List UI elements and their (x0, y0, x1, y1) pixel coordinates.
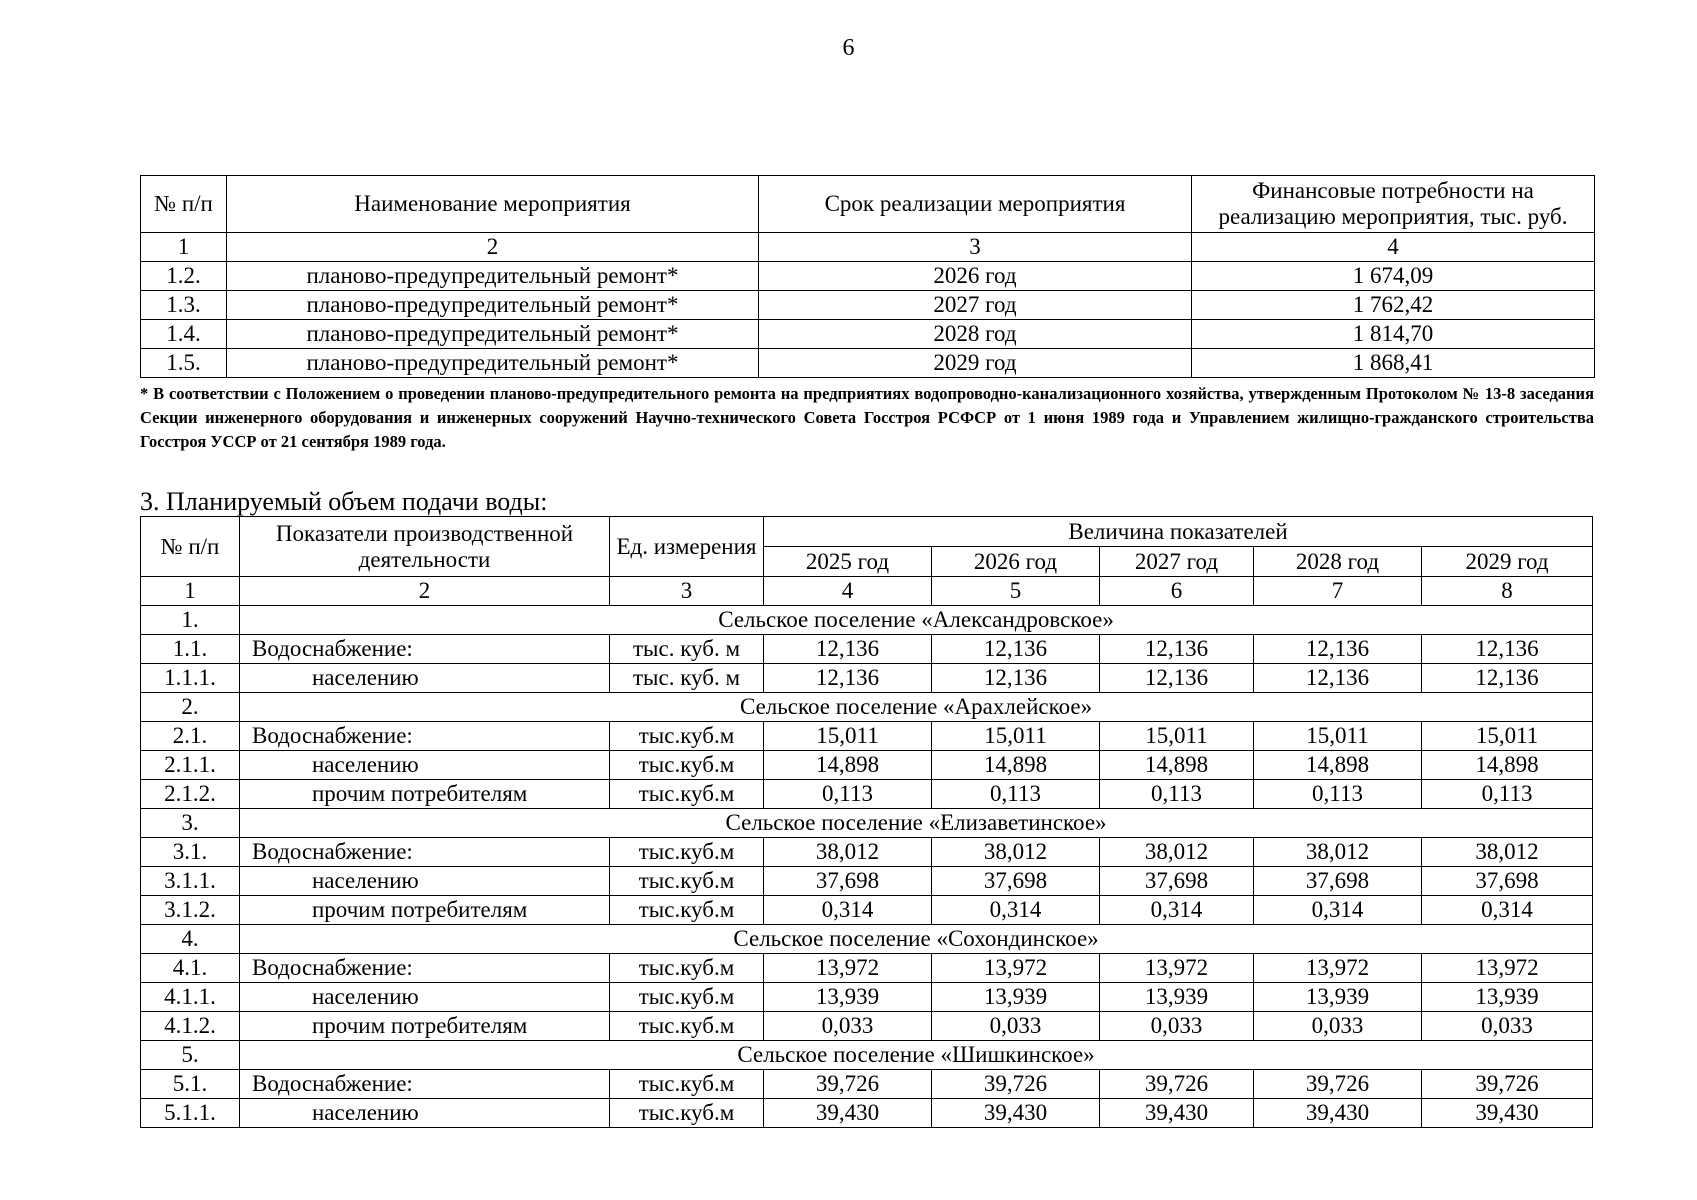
row-number: 4.1.2. (141, 1012, 240, 1041)
indicator-name: Водоснабжение: (240, 722, 610, 751)
table2-colnum: 3 (610, 577, 764, 606)
table1-header-row (141, 176, 1595, 233)
settlement-name: Сельское поселение «Александровское» (240, 606, 1593, 635)
activity-name: планово-предупредительный ремонт* (227, 349, 759, 378)
indicator-value: 12,136 (1100, 664, 1254, 693)
table-row (141, 1099, 1593, 1128)
table2-header-unit: Ед. измерения (610, 517, 764, 577)
activity-name: планово-предупредительный ремонт* (227, 262, 759, 291)
indicator-value: 0,314 (1422, 896, 1593, 925)
indicator-value: 38,012 (1100, 838, 1254, 867)
indicator-value: 0,033 (932, 1012, 1100, 1041)
row-number: 2. (141, 693, 240, 722)
indicator-value: 39,430 (932, 1099, 1100, 1128)
indicator-name: населению (240, 983, 610, 1012)
table-row (141, 1012, 1593, 1041)
indicator-value: 14,898 (1254, 751, 1422, 780)
table-row (141, 722, 1593, 751)
indicator-value: 13,972 (1254, 954, 1422, 983)
indicator-name: прочим потребителям (240, 896, 610, 925)
row-number: 5. (141, 1041, 240, 1070)
indicator-value: 13,939 (1254, 983, 1422, 1012)
indicator-value: 38,012 (764, 838, 932, 867)
table1-colnum-row (141, 233, 1595, 262)
row-number: 3.1.1. (141, 867, 240, 896)
table1-header-term: Срок реализации мероприятия (759, 176, 1192, 233)
unit-of-measure: тыс.куб.м (610, 896, 764, 925)
indicator-value: 37,698 (1422, 867, 1593, 896)
indicator-value: 13,939 (1422, 983, 1593, 1012)
indicator-value: 13,939 (764, 983, 932, 1012)
indicator-value: 39,726 (932, 1070, 1100, 1099)
indicator-value: 0,033 (764, 1012, 932, 1041)
indicator-value: 13,972 (764, 954, 932, 983)
indicator-value: 12,136 (764, 635, 932, 664)
table2-colnum-row (141, 577, 1593, 606)
row-number: 1.5. (141, 349, 227, 378)
indicator-value: 12,136 (1100, 635, 1254, 664)
indicator-value: 0,314 (1254, 896, 1422, 925)
indicator-value: 12,136 (1254, 635, 1422, 664)
table2-colnum: 4 (764, 577, 932, 606)
indicator-value: 0,033 (1100, 1012, 1254, 1041)
table-row (141, 291, 1595, 320)
indicator-value: 37,698 (1100, 867, 1254, 896)
table2-year: 2027 год (1100, 547, 1254, 577)
unit-of-measure: тыс.куб.м (610, 751, 764, 780)
indicator-value: 39,726 (1100, 1070, 1254, 1099)
row-number: 1. (141, 606, 240, 635)
indicator-value: 14,898 (932, 751, 1100, 780)
section-row (141, 1041, 1593, 1070)
row-number: 3.1.2. (141, 896, 240, 925)
indicator-value: 0,314 (764, 896, 932, 925)
row-number: 5.1.1. (141, 1099, 240, 1128)
indicator-value: 37,698 (764, 867, 932, 896)
table-row (141, 320, 1595, 349)
footnote: * В соответствии с Положением о проведении планово-предупредительного ремонта на предприятиях водопроводно-канализационного хозяйства, утвержденным Протоколом № 13-8 заседания Секции инженерного оборудования и инженерных сооружений Научно-технического Совета Госстроя РСФСР от 1 июня 1989 года и Управлением жилищно-гражданского строительства Госстроя УССР от 21 сентября 1989 года. (140, 384, 1594, 451)
table2-colnum: 5 (932, 577, 1100, 606)
row-number: 1.1. (141, 635, 240, 664)
table1-colnum: 2 (227, 233, 759, 262)
unit-of-measure: тыс.куб.м (610, 1012, 764, 1041)
unit-of-measure: тыс.куб.м (610, 838, 764, 867)
indicator-value: 13,939 (932, 983, 1100, 1012)
section-row (141, 606, 1593, 635)
table2-header-num: № п/п (141, 517, 240, 577)
indicator-value: 0,314 (1100, 896, 1254, 925)
section-row (141, 693, 1593, 722)
table2-colnum: 6 (1100, 577, 1254, 606)
table2-colnum: 7 (1254, 577, 1422, 606)
table-row (141, 983, 1593, 1012)
row-number: 2.1.2. (141, 780, 240, 809)
activity-term: 2027 год (759, 291, 1192, 320)
indicator-value: 12,136 (1254, 664, 1422, 693)
activity-term: 2029 год (759, 349, 1192, 378)
table1-header-name: Наименование мероприятия (227, 176, 759, 233)
row-number: 4. (141, 925, 240, 954)
table-row (141, 867, 1593, 896)
indicator-name: прочим потребителям (240, 780, 610, 809)
indicator-value: 13,972 (932, 954, 1100, 983)
indicator-value: 14,898 (1422, 751, 1593, 780)
indicator-value: 14,898 (1100, 751, 1254, 780)
indicator-value: 0,033 (1422, 1012, 1593, 1041)
unit-of-measure: тыс. куб. м (610, 635, 764, 664)
indicator-value: 15,011 (1254, 722, 1422, 751)
indicator-value: 12,136 (932, 635, 1100, 664)
indicator-value: 0,113 (1422, 780, 1593, 809)
unit-of-measure: тыс.куб.м (610, 954, 764, 983)
table2-header-row (141, 517, 1593, 547)
indicator-value: 15,011 (1422, 722, 1593, 751)
indicator-value: 12,136 (764, 664, 932, 693)
unit-of-measure: тыс.куб.м (610, 983, 764, 1012)
indicator-value: 15,011 (932, 722, 1100, 751)
unit-of-measure: тыс.куб.м (610, 1070, 764, 1099)
settlement-name: Сельское поселение «Арахлейское» (240, 693, 1593, 722)
unit-of-measure: тыс.куб.м (610, 722, 764, 751)
indicator-name: Водоснабжение: (240, 1070, 610, 1099)
section-row (141, 809, 1593, 838)
table-row (141, 954, 1593, 983)
indicator-value: 39,726 (1422, 1070, 1593, 1099)
table-row (141, 262, 1595, 291)
activity-cost: 1 674,09 (1192, 262, 1595, 291)
indicator-value: 37,698 (932, 867, 1100, 896)
table1-colnum: 4 (1192, 233, 1595, 262)
indicator-name: Водоснабжение: (240, 838, 610, 867)
table2-year: 2026 год (932, 547, 1100, 577)
settlement-name: Сельское поселение «Елизаветинское» (240, 809, 1593, 838)
row-number: 4.1.1. (141, 983, 240, 1012)
row-number: 5.1. (141, 1070, 240, 1099)
row-number: 1.3. (141, 291, 227, 320)
row-number: 1.1.1. (141, 664, 240, 693)
row-number: 2.1. (141, 722, 240, 751)
water-supply-table (140, 516, 1593, 1128)
activity-term: 2028 год (759, 320, 1192, 349)
indicator-value: 0,113 (764, 780, 932, 809)
table1-header-cost: Финансовые потребности на реализацию мероприятия, тыс. руб. (1192, 176, 1595, 233)
repair-schedule-table (140, 175, 1595, 378)
unit-of-measure: тыс.куб.м (610, 867, 764, 896)
table2-header-indicator: Показатели производственной деятельности (240, 517, 610, 577)
indicator-value: 13,972 (1422, 954, 1593, 983)
table2-colnum: 1 (141, 577, 240, 606)
unit-of-measure: тыс. куб. м (610, 664, 764, 693)
indicator-value: 12,136 (1422, 635, 1593, 664)
indicator-value: 15,011 (1100, 722, 1254, 751)
indicator-value: 38,012 (1422, 838, 1593, 867)
indicator-value: 38,012 (932, 838, 1100, 867)
indicator-value: 12,136 (1422, 664, 1593, 693)
indicator-value: 37,698 (1254, 867, 1422, 896)
table-row (141, 751, 1593, 780)
activity-cost: 1 814,70 (1192, 320, 1595, 349)
indicator-value: 0,314 (932, 896, 1100, 925)
table2-year: 2028 год (1254, 547, 1422, 577)
indicator-value: 14,898 (764, 751, 932, 780)
table2-colnum: 2 (240, 577, 610, 606)
table-row (141, 780, 1593, 809)
unit-of-measure: тыс.куб.м (610, 1099, 764, 1128)
indicator-value: 38,012 (1254, 838, 1422, 867)
activity-name: планово-предупредительный ремонт* (227, 291, 759, 320)
indicator-value: 39,430 (1422, 1099, 1593, 1128)
activity-name: планово-предупредительный ремонт* (227, 320, 759, 349)
table-row (141, 349, 1595, 378)
activity-cost: 1 762,42 (1192, 291, 1595, 320)
indicator-name: населению (240, 1099, 610, 1128)
indicator-value: 0,113 (1100, 780, 1254, 809)
table2-colnum: 8 (1422, 577, 1593, 606)
indicator-value: 12,136 (932, 664, 1100, 693)
indicator-value: 39,726 (1254, 1070, 1422, 1099)
row-number: 2.1.1. (141, 751, 240, 780)
activity-cost: 1 868,41 (1192, 349, 1595, 378)
indicator-value: 13,972 (1100, 954, 1254, 983)
indicator-name: Водоснабжение: (240, 635, 610, 664)
indicator-value: 0,113 (932, 780, 1100, 809)
table-row (141, 635, 1593, 664)
indicator-value: 39,726 (764, 1070, 932, 1099)
indicator-name: населению (240, 867, 610, 896)
settlement-name: Сельское поселение «Сохондинское» (240, 925, 1593, 954)
section-title: 3. Планируемый объем подачи воды: (140, 487, 548, 516)
row-number: 3. (141, 809, 240, 838)
indicator-value: 39,430 (1100, 1099, 1254, 1128)
table2-year: 2025 год (764, 547, 932, 577)
table2-year: 2029 год (1422, 547, 1593, 577)
indicator-value: 13,939 (1100, 983, 1254, 1012)
section-row (141, 925, 1593, 954)
indicator-value: 0,033 (1254, 1012, 1422, 1041)
row-number: 4.1. (141, 954, 240, 983)
table2-header-values-group: Величина показателей (764, 517, 1593, 547)
table1-colnum: 1 (141, 233, 227, 262)
indicator-value: 39,430 (764, 1099, 932, 1128)
table-row (141, 1070, 1593, 1099)
activity-term: 2026 год (759, 262, 1192, 291)
indicator-name: населению (240, 751, 610, 780)
table-row (141, 664, 1593, 693)
indicator-name: населению (240, 664, 610, 693)
unit-of-measure: тыс.куб.м (610, 780, 764, 809)
table1-header-num: № п/п (141, 176, 227, 233)
indicator-value: 39,430 (1254, 1099, 1422, 1128)
indicator-name: прочим потребителям (240, 1012, 610, 1041)
indicator-value: 0,113 (1254, 780, 1422, 809)
row-number: 1.2. (141, 262, 227, 291)
table-row (141, 896, 1593, 925)
page-number: 6 (842, 35, 855, 61)
table-row (141, 838, 1593, 867)
row-number: 3.1. (141, 838, 240, 867)
settlement-name: Сельское поселение «Шишкинское» (240, 1041, 1593, 1070)
indicator-name: Водоснабжение: (240, 954, 610, 983)
row-number: 1.4. (141, 320, 227, 349)
table1-colnum: 3 (759, 233, 1192, 262)
indicator-value: 15,011 (764, 722, 932, 751)
